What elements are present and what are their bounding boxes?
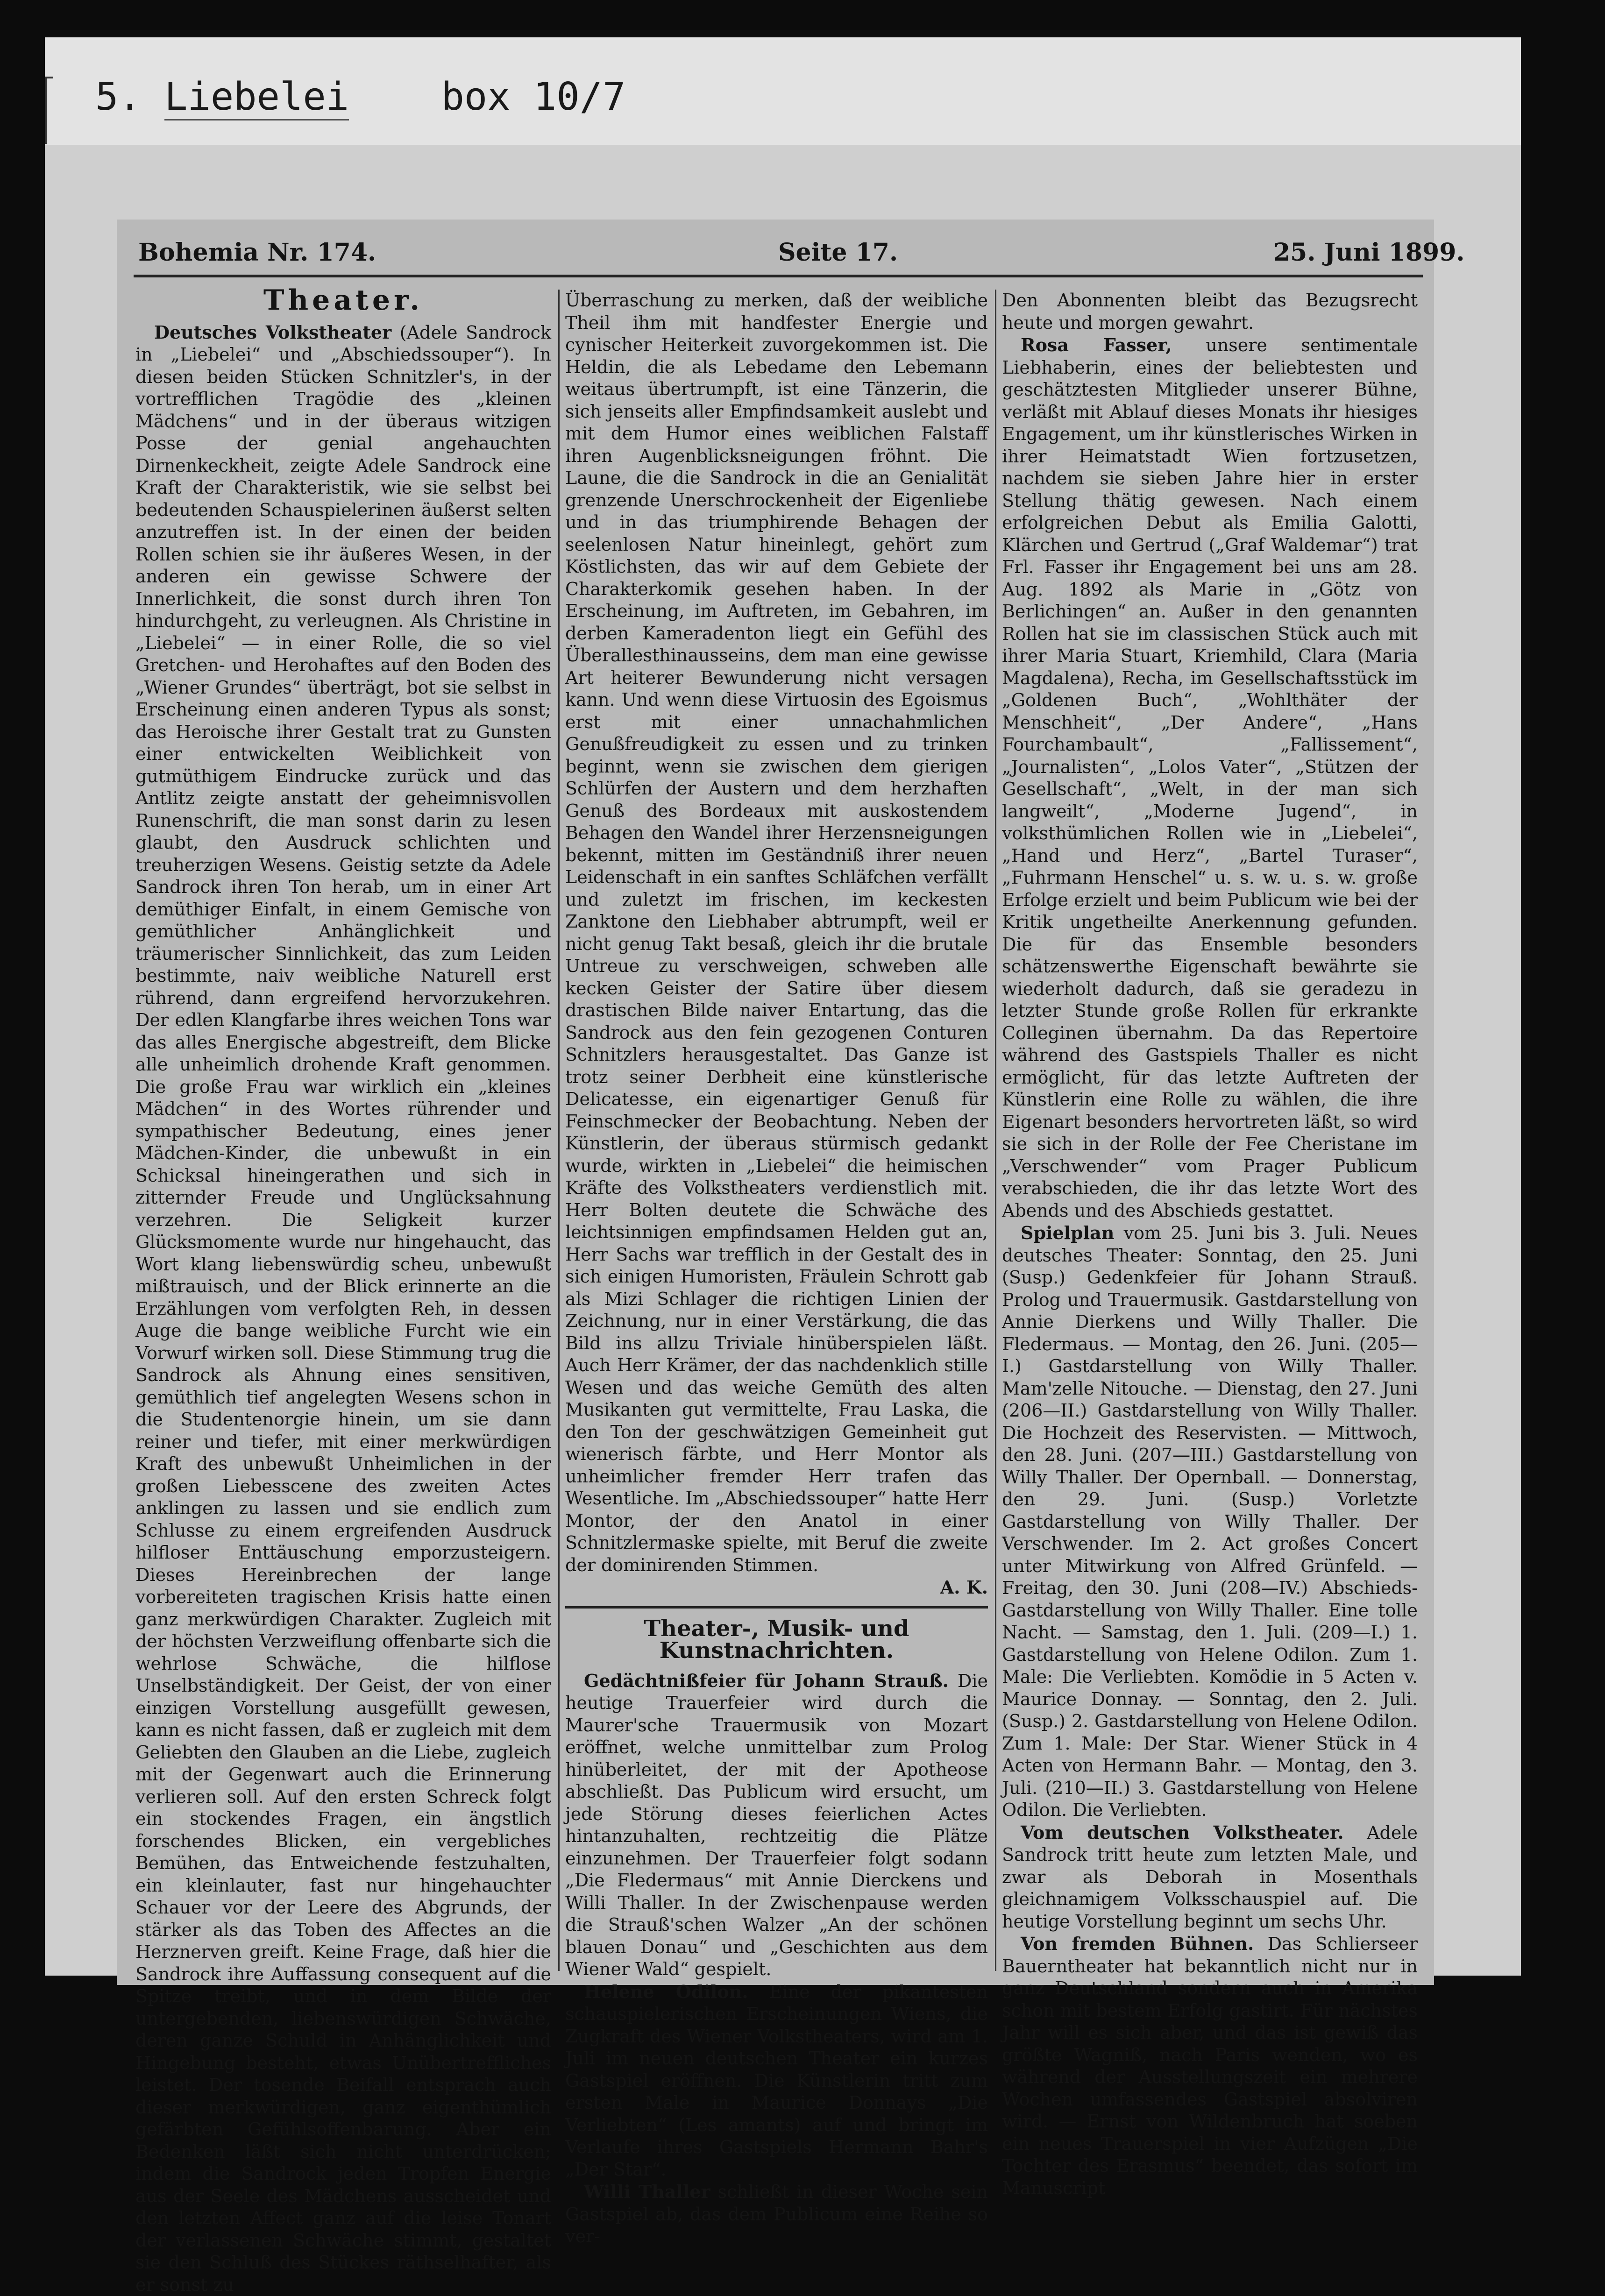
section-heading: Theater. (135, 290, 551, 312)
masthead-paper: Bohemia Nr. 174. (138, 238, 376, 267)
section-rule (565, 1606, 988, 1609)
news-item (1002, 1222, 1418, 1821)
news-lead: Spielplan (1021, 1222, 1114, 1243)
article-paragraph: Überraschung zu merken, daß der weibliche Theil ihm mit handfester Energie und cynischer Heiterkeit zuvorgekommen ist. Die Heldin, die als Lebedame den Lebemann weitaus übertrumpft, ist eine Tänzerin, die sich jenseits aller Empfindsamkeit auslebt und mit dem Humor eines weiblichen Falstaff ihren Augenblicksneigungen fröhnt. Die Laune, die die Sandrock in die an Genialität grenzende Unerschrockenheit der Eigenliebe und in das triumphirende Behagen der seelenlosen Natur hineinlegt, gehört zum Köstlichsten, das wir auf dem Gebiete der Charakterkomik gesehen haben. In der Erscheinung, im Auftreten, im Gebahren, im derben Kameradenton liegt ein Gefühl des Überallesthinausseins, dem man eine gewisse Art heiterer Bewunderung nicht versagen kann. Und wenn diese Virtuosin des Egoismus erst mit einer unnachahmlichen Genußfreudigkeit zu essen und zu trinken beginnt, wenn sie zwischen dem gierigen Schlürfen der Austern und dem herzhaften Genuß des Bordeaux mit auskostendem Behagen den Wandel ihrer Herzensneigungen bekennt, mitten im Geständniß ihrer neuen Leidenschaft in ein sanftes Schläfchen verfällt und zuletzt im frischen, im keckesten Zanktone den Liebhaber abtrumpft, weil er nicht genug Takt besaß, gleich ihr die brutale Untreue zu verschweigen, schweben alle kecken Geister der Satire über diesem drastischen Bilde naiver Entartung, das die Sandrock aus den fein gezogenen Conturen Schnitzlers herausgestaltet. Das Ganze ist trotz seiner Derbheit eine künstlerische Delicatesse, ein eigenartiger Genuß für Feinschmecker der Beobachtung. Neben der Künstlerin, der überaus stürmisch gedankt wurde, wirkten in „Liebelei“ die heimischen Kräfte des Volkstheaters verdienstlich mit. Herr Bolten deutete die Schwäche des leichtsinnigen empfindsamen Helden gut an, Herr Sachs war trefflich in der Gestalt des in sich einigen Humoristen, Fräulein Schrott gab als Mizi Schlager die richtigen Linien der Zeichnung, nur in einer Verstärkung, die das Bild ins allzu Triviale hinüberspielen läßt. Auch Herr Krämer, der das nachdenklich stille Wesen und das weiche Gemüth des alten Musikanten gut vermittelte, Frau Laska, die den Ton der geschwätzigen Gemeinheit gut wienerisch färbte, und Herr Montor als unheimlicher fremder Herr trafen das Wesentliche. Im „Abschiedssouper“ hatte Herr Montor, der den Anatol in einer Schnitzlermaske spielte, mit Beruf die zweite der dominirenden Stimmen. (565, 290, 988, 1576)
news-text: unsere sentimentale Liebhaberin, eines der beliebtesten und geschätztesten Mitglieder unserer Bühne, verläßt mit Ablauf dieses Monats ihr hiesiges Engagement, um ihr künstlerisches Wirken in ihrer Heimatstadt Wien fortzusetzen, nachdem sie sieben Jahre hier in erster Stellung thätig gewesen. Nach einem erfolgreichen Debut als Emilia Galotti, Klärchen und Gertrud („Graf Waldemar“) trat Frl. Fasser ihr Engagement bei uns am 28. Aug. 1892 als Marie in „Götz von Berlichingen“ an. Außer in den genannten Rollen hat sie im classischen Stück auch mit ihrer Maria Stuart, Kriemhild, Clara (Maria Magdalena), Recha, im Gesellschaftsstück im „Goldenen Buch“, „Wohlthäter der Menschheit“, „Der Andere“, „Hans Fourchambault“, „Fallissement“, „Journalisten“, „Lolos Vater“, „Stützen der Gesellschaft“, „Welt, in der man sich langweilt“, „Moderne Jugend“, in volksthümlichen Rollen wie in „Liebelei“, „Hand und Herz“, „Bartel Turaser“, „Fuhrmann Henschel“ u. s. w. u. s. w. große Erfolge erzielt und beim Publicum wie bei der Kritik ungetheilte Anerkennung gefunden. Die für das Ensemble besonders schätzenswerthe Eigenschaft bewährte sie wiederholt dadurch, daß sie geradezu in letzter Stunde große Rollen für erkrankte Colleginen übernahm. Da das Repertoire während des Gastspiels Thaller es nicht ermöglicht, für das letzte Auftreten der Künstlerin eine Rolle zu wählen, die ihre Eigenart besonders hervortreten läßt, so wird sie sich in der Rolle der Fee Cheristane im „Verschwender“ vom Prager Publicum verabschieden, die ihr das letzte Wort des Abends und des Abschieds gestattet. (1002, 335, 1418, 1221)
label-box: box 10/7 (441, 75, 626, 119)
column-rule (558, 290, 560, 1971)
news-text: Das Schlierseer Bauerntheater hat bekanntlich nicht nur in ganz Deutschland sondern auch in Amerika schon mit bestem Erfolg gastirt. Für nächstes Jahr will es sich aber, und das ist gewiß das größte Wagniß, nach Paris wenden, wo es während der Ausstellungszeit ein mehrere Wochen umfassendes Gastspiel absolviren wird. — Ernst von Wildenbruch hat soeben ein neues Trauerspiel in vier Aufzügen „Die Tochter des Erasmus“ beendet, das sofort im Manuscript (1002, 1934, 1418, 2198)
news-lead: Willi Thaller (584, 2181, 710, 2202)
archive-label (45, 37, 1521, 145)
archive-label-text (95, 75, 626, 119)
column-3 (1002, 290, 1418, 1971)
label-number: 5. (95, 75, 142, 119)
article-text: (Adele Sandrock in „Liebelei“ und „Abschiedssouper“). In diesen beiden Stücken Schnitzler's, in der vortrefflichen Tragödie des „kleinen Mädchens“ und in der überaus witzigen Posse der genial angehauchten Dirnenkeckheit, zeigte Adele Sandrock eine Kraft der Charakteristik, wie sie selbst bei bedeutenden Schauspielerinen äußerst selten anzutreffen ist. In der einen der beiden Rollen schien sie ihr äußeres Wesen, in der anderen ein gewisse Schwere der Innerlichkeit, die sonst durch ihren Ton hindurchgeht, zu verleugnen. Als Christine in „Liebelei“ — in einer Rolle, die so viel Gretchen- und Herohaftes auf den Boden des „Wiener Grundes“ überträgt, bot sie selbst in Erscheinung einen anderen Typus als sonst; das Heroische ihrer Gestalt trat zu Gunsten einer entwickelten Weiblichkeit von gutmüthigem Eindrucke zurück und das Antlitz zeigte anstatt der geheimnisvollen Runenschrift, die man sonst darin zu lesen glaubt, den Ausdruck schlichten und treuherzigen Wesens. Geistig setzte da Adele Sandrock ihren Ton herab, um in einer Art demüthiger Einfalt, in einem Gemische von gemüthlicher Anhänglichkeit und träumerischer Sinnlichkeit, das zum Leiden bestimmte, naiv weibliche Naturell erst rührend, dann ergreifend hervorzukehren. Der edlen Klangfarbe ihres weichen Tons war das alles Energische abgestreift, dem Blicke alle unheimlich drohende Kraft genommen. Die große Frau war wirklich ein „kleines Mädchen“ in des Wortes rührender und sympathischer Bedeutung, eines jener Mädchen-Kinder, die unbewußt in ein Schicksal hineingerathen und sich in zitternder Freude und Unglücksahnung verzehren. Die Seligkeit kurzer Glücksmomente wurde nur hingehaucht, das Wort klang liebenswürdig scheu, unbewußt mißtrauisch, und der Blick erinnerte an die Erzählungen vom verfolgten Reh, in dessen Auge die bange weibliche Furcht wie ein Vorwurf wirken soll. Diese Stimmung trug die Sandrock als Ahnung eines sensitiven, gemüthlich tief angelegten Wesens schon in die Studentenorgie hinein, um sie dann reiner und tiefer, mit einer merkwürdigen Kraft des unbewußt Unheimlichen in der großen Liebesscene des zweiten Actes anklingen zu lassen und sie endlich zum Schlusse zu einem ergreifenden Ausdruck hilfloser Enttäuschung emporzusteigern. Dieses Hereinbrechen der lange vorbereiteten tragischen Krisis hatte einen ganz merkwürdigen Charakter. Zugleich mit der höchsten Verzweiflung offenbarte sich die wehrlose Schwäche, die hilflose Unselbständigkeit. Der Geist, der von einer einzigen Vorstellung ausgefüllt gewesen, kann es nicht fassen, daß er zugleich mit dem Geliebten den Glauben an die Liebe, zugleich mit der Gegenwart auch die Erinnerung verlieren soll. Auf den ersten Schreck folgt ein stockendes Fragen, ein ängstlich forschendes Blicken, ein vergebliches Bemühen, das Entweichende festzuhalten, ein kleinlauter, fast nur hingehauchter Schauer vor der Leere des Abgrunds, der stärker als das Toben des Affectes an die Herznerven greift. Keine Frage, daß hier die Sandrock ihre Auffassung consequent auf die Spitze treibt, und in dem Bilde der untergebenden, liebenswürdigen Schwäche, deren ganze Schuld in Anhänglichkeit und Hingebung besteht, etwas Unübertreffliches leistet. Der tosende Beifall entsprach auch dieser merkwürdigen, ganz eigenthümlich gefärbten Gefühlsoffenbarung. Aber ein Bedenken läßt sich nicht unterdrücken; indem die Sandrock jeden Tropfen Energie aus der Seele des Mädchens ausscheidet und den letzten Affect ganz auf die leise Tonart der verlassenen Schwäche stimmt, gestaltet sie den Schluß des Stückes räthselhafter, als er sonst zu (135, 322, 551, 2295)
news-text: schließt in dieser Woche sein Gastspiel ab, das dem Publicum eine Reihe so ver- (565, 2182, 988, 2246)
news-lead: Gedächtnißfeier für Johann Strauß. (584, 1670, 949, 1691)
masthead (134, 234, 1423, 277)
news-item (1002, 334, 1418, 1222)
column-1 (135, 290, 551, 1971)
news-lead: Rosa Fasser, (1021, 334, 1172, 355)
news-text: Adele Sandrock tritt heute zum letzten Male, und zwar als Deborah in Mosenthals gleichnamigem Volksschauspiel auf. Die heutige Vorstellung beginnt um sechs Uhr. (1002, 1822, 1418, 1932)
news-lead: Helene Odilon. (584, 1981, 748, 2002)
column-2 (565, 290, 988, 1971)
corner-mark (45, 77, 53, 144)
news-item (565, 1981, 988, 2181)
article-lead: Deutsches Volkstheater (154, 322, 391, 343)
news-lead: Vom deutschen Volkstheater. (1021, 1822, 1344, 1843)
news-item (1002, 1821, 1418, 1933)
news-text: Die heutige Trauerfeier wird durch die Maurer'sche Trauermusik von Mozart eröffnet, welche unmittelbar zum Prolog hinüberleitet, der mit der Apotheose abschließt. Das Publicum wird ersucht, um jede Störung dieses feierlichen Actes hintanzuhalten, rechtzeitig die Plätze einzunehmen. Der Trauerfeier folgt sodann „Die Fledermaus“ mit Annie Dierckens und Willi Thaller. In der Zwischenpause werden die Strauß'schen Walzer „An der schönen blauen Donau“ und „Geschichten aus dem Wiener Wald“ gespielt. (565, 1671, 988, 1980)
article-signature: A. K. (565, 1576, 988, 1599)
news-text: vom 25. Juni bis 3. Juli. Neues deutsches Theater: Sonntag, den 25. Juni (Susp.) Gedenkfeier für Johann Strauß. Prolog und Trauermusik. Gastdarstellung von Annie Dierkens und Willy Thaller. Die Fledermaus. — Montag, den 26. Juni. (205—I.) Gastdarstellung von Willy Thaller. Mam'zelle Nitouche. — Dienstag, den 27. Juni (206—II.) Gastdarstellung von Willy Thaller. Die Hochzeit des Reservisten. — Mittwoch, den 28. Juni. (207—III.) Gastdarstellung von Willy Thaller. Der Opernball. — Donnerstag, den 29. Juni. (Susp.) Vorletzte Gastdarstellung von Willy Thaller. Der Verschwender. Im 2. Act großes Concert unter Mitwirkung von Alfred Grünfeld. — Freitag, den 30. Juni (208—IV.) Abschieds-Gastdarstellung von Willy Thaller. Eine tolle Nacht. — Samstag, den 1. Juli. (209—I.) 1. Gastdarstellung von Helene Odilon. Zum 1. Male: Die Verliebten. Komödie in 5 Acten v. Maurice Donnay. — Sonntag, den 2. Juli. (Susp.) 2. Gastdarstellung von Helene Odilon. Zum 1. Male: Der Star. Wiener Stück in 4 Acten von Hermann Bahr. — Montag, den 3. Juli. (210—II.) 3. Gastdarstellung von Helene Odilon. Die Verliebten. (1002, 1223, 1418, 1820)
news-item (565, 2181, 988, 2248)
news-item (565, 1670, 988, 1981)
newspaper-clipping (117, 220, 1434, 1985)
article-paragraph (135, 321, 551, 2296)
news-item (1002, 1933, 1418, 2199)
masthead-page: Seite 17. (778, 238, 898, 267)
news-text: Eine der pikantesten schauspielerischen Erscheinungen Wiens, die Zugkraft des Wiener Volkstheaters, wird am 1. Juli im neuen deutschen Theater ein kurzes Gastspiel eröffnen. Die Künstlerin tritt zum ersten Male in Maurice Donnays „Die Verliebten“ (Les amants) auf und bringt im Verlaufe ihres Gastspiels Hermann Bahr's „Der Star“. (565, 1982, 988, 2180)
masthead-date: 25. Juni 1899. (1273, 238, 1464, 267)
news-lead: Von fremden Bühnen. (1021, 1933, 1254, 1954)
news-text: Den Abonnenten bleibt das Bezugsrecht heute und morgen gewahrt. (1002, 290, 1418, 334)
column-rule (995, 290, 996, 1971)
section-heading: Theater-, Musik- und Kunstnachrichten. (565, 1618, 988, 1662)
label-title: Liebelei (164, 75, 349, 120)
